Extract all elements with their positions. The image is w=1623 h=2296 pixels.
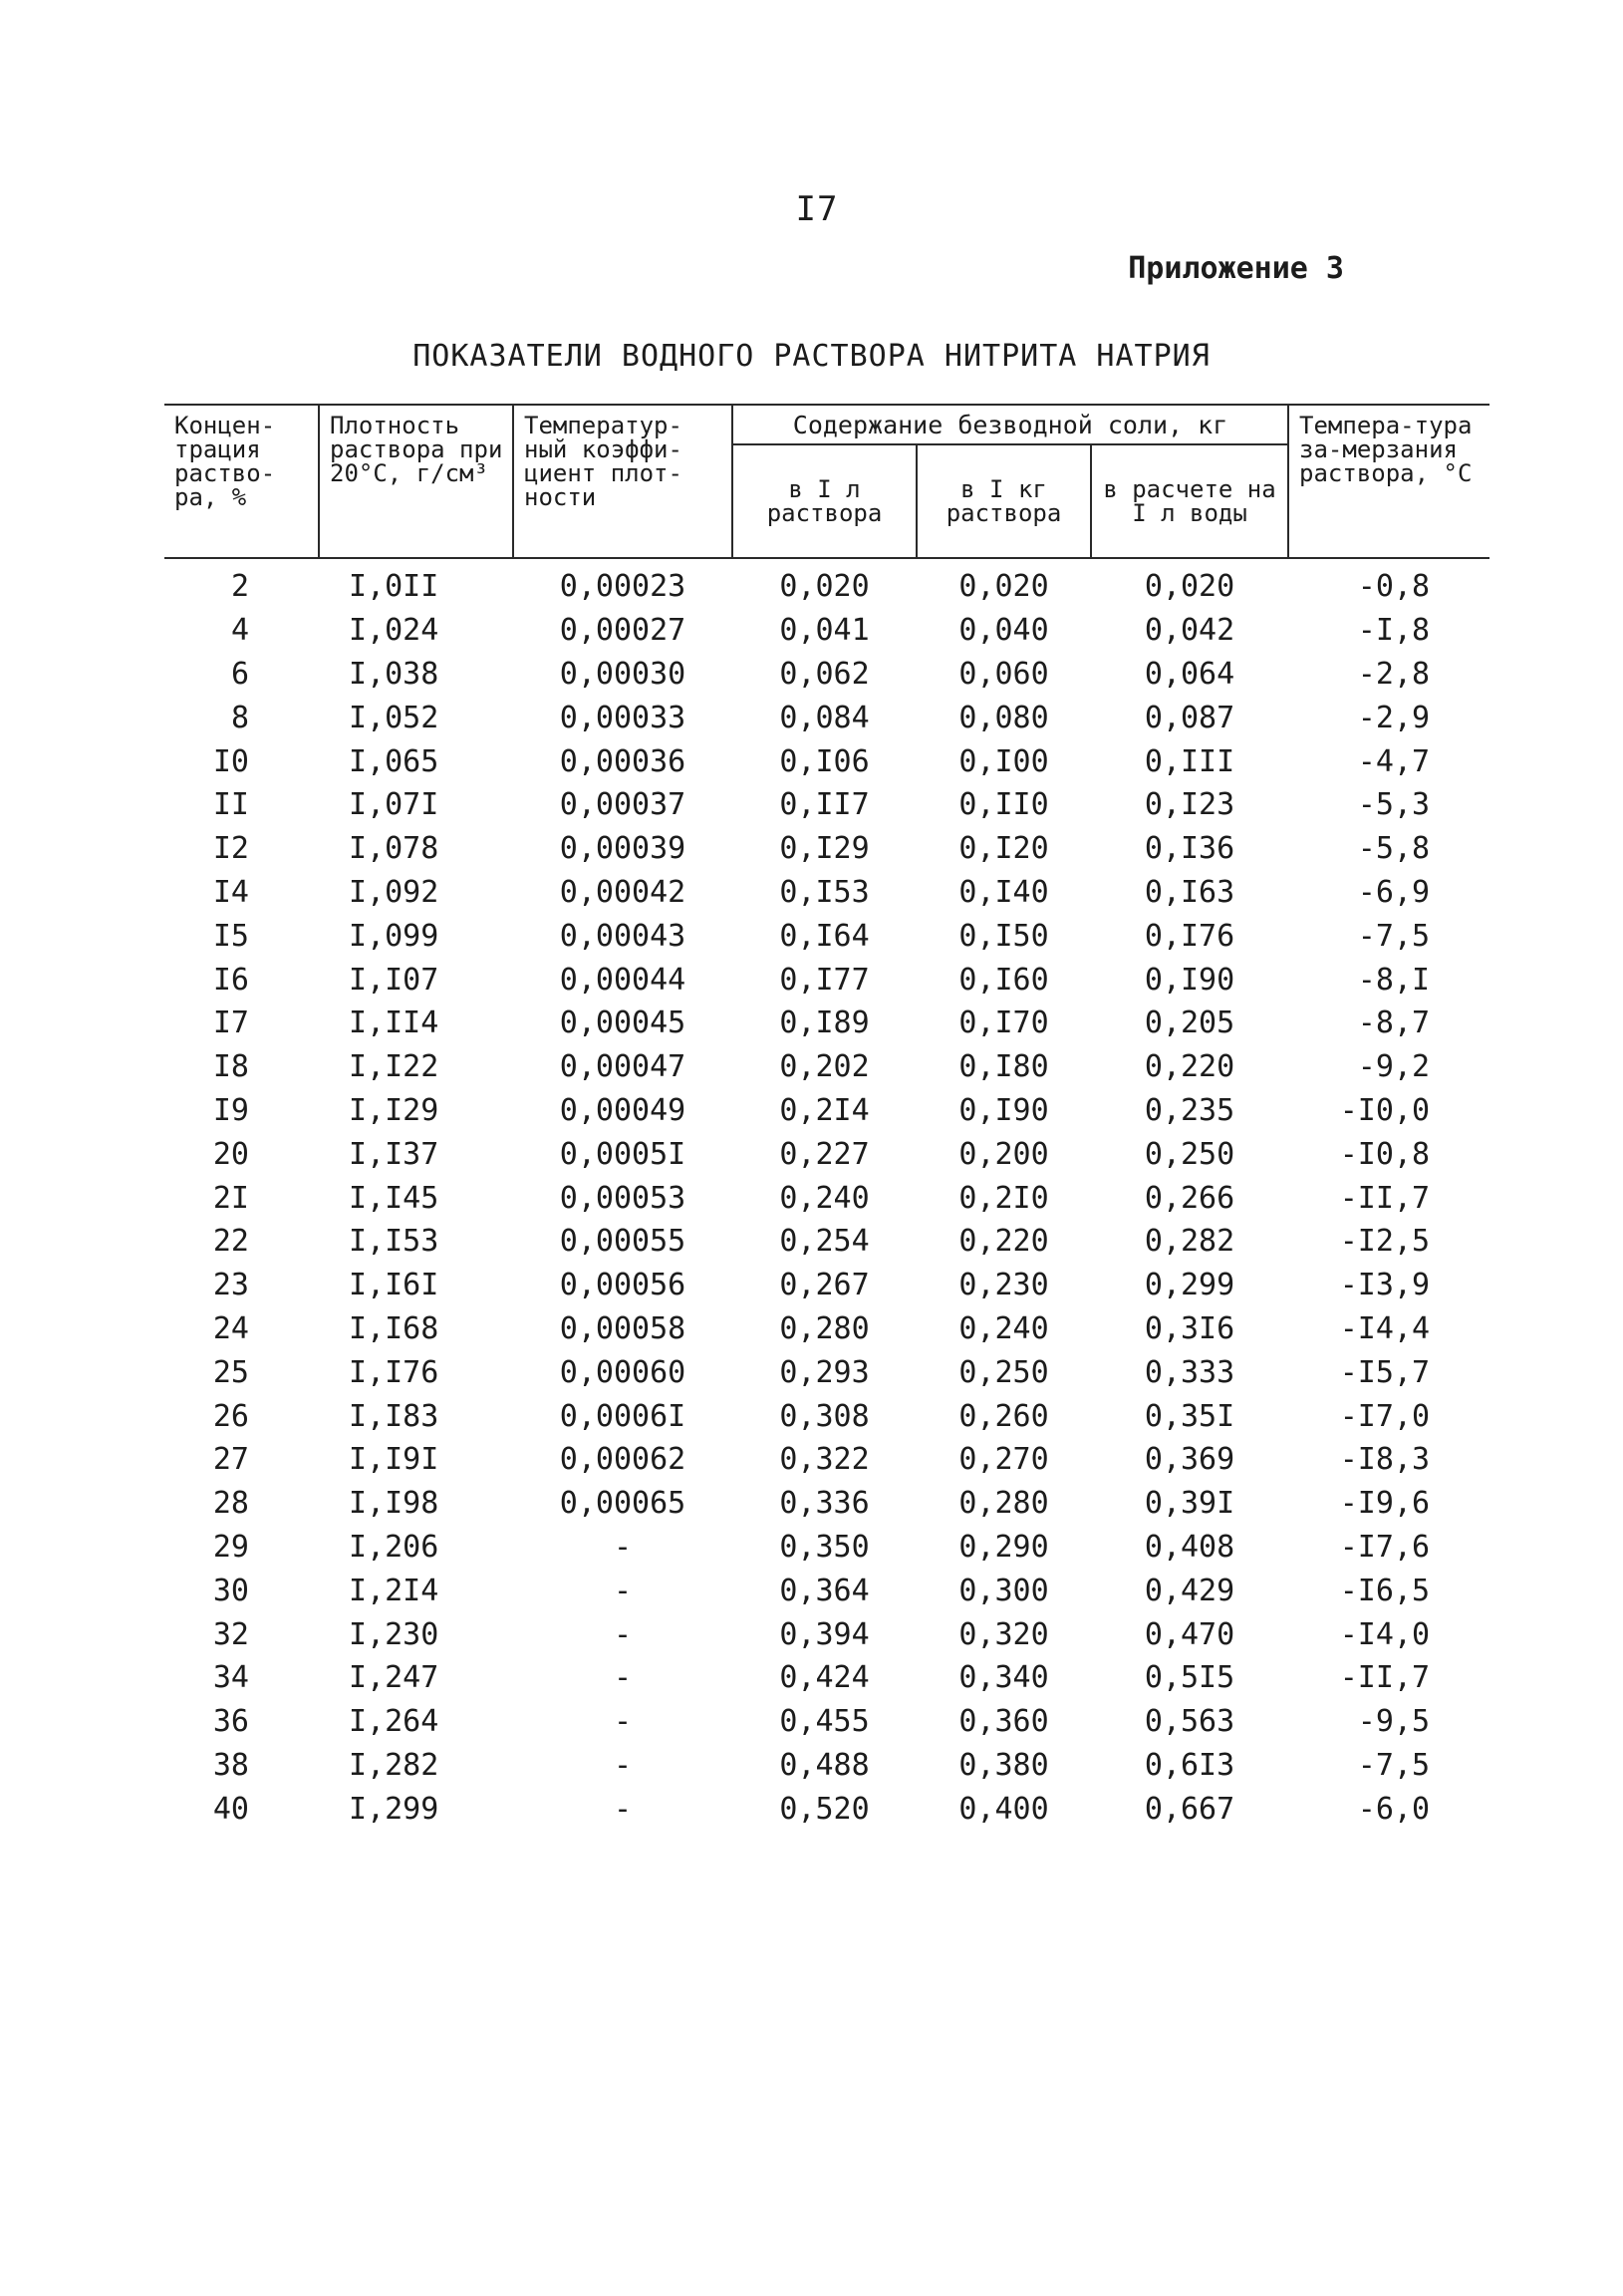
table-row	[164, 914, 1489, 958]
cell-per-litre-water: 0,5I5	[1144, 1660, 1235, 1696]
cell-concentration: 2I	[212, 1180, 249, 1216]
cell-per-kg-solution: 0,I90	[958, 1092, 1049, 1128]
table-row	[164, 1045, 1489, 1089]
cell-temp-coefficient: 0,0005I	[559, 1136, 686, 1172]
table-row	[164, 1394, 1489, 1438]
cell-per-kg-solution: 0,I60	[958, 962, 1049, 998]
cell-concentration: I2	[212, 831, 249, 867]
cell-concentration: 40	[212, 1791, 249, 1827]
table-row	[164, 871, 1489, 915]
cell-freezing-temperature: -2,8	[1357, 656, 1431, 692]
cell-density: I,078	[349, 831, 439, 867]
table-row	[164, 1744, 1489, 1788]
cell-density: I,024	[349, 613, 439, 649]
cell-per-litre-water: 0,266	[1144, 1180, 1235, 1216]
cell-density: I,299	[349, 1791, 439, 1827]
cell-per-litre-water: 0,I76	[1144, 918, 1235, 954]
cell-density: I,07I	[349, 787, 439, 823]
cell-concentration: 28	[212, 1486, 249, 1522]
table-row	[164, 1002, 1489, 1045]
cell-freezing-temperature: -6,0	[1357, 1791, 1431, 1827]
cell-concentration: I9	[212, 1092, 249, 1128]
table-row	[164, 739, 1489, 783]
cell-temp-coefficient: 0,00023	[559, 569, 686, 605]
cell-freezing-temperature: -I7,0	[1339, 1398, 1431, 1434]
cell-density: I,I45	[349, 1180, 439, 1216]
cell-freezing-temperature: -I8,3	[1339, 1442, 1431, 1478]
cell-per-litre-water: 0,I90	[1144, 962, 1235, 998]
cell-concentration: 2	[230, 569, 249, 605]
cell-density: I,I29	[349, 1092, 439, 1128]
cell-per-litre-water: 0,III	[1144, 743, 1235, 779]
table-row	[164, 696, 1489, 739]
table-row	[164, 1438, 1489, 1482]
cell-per-litre-solution: 0,336	[779, 1486, 870, 1522]
cell-temp-coefficient: 0,00060	[559, 1354, 686, 1390]
page-number: I7	[795, 189, 839, 229]
cell-concentration: I5	[212, 918, 249, 954]
cell-temp-coefficient: -	[613, 1573, 633, 1608]
table-body	[164, 558, 1489, 1831]
cell-per-kg-solution: 0,II0	[958, 787, 1049, 823]
table-row	[164, 1526, 1489, 1570]
cell-freezing-temperature: -9,5	[1357, 1704, 1431, 1740]
cell-temp-coefficient: 0,0006I	[559, 1398, 686, 1434]
cell-density: I,I76	[349, 1354, 439, 1390]
cell-per-litre-water: 0,235	[1144, 1092, 1235, 1128]
table-row	[164, 653, 1489, 697]
cell-concentration: 27	[212, 1442, 249, 1478]
cell-concentration: 20	[212, 1136, 249, 1172]
cell-temp-coefficient: 0,00056	[559, 1268, 686, 1303]
cell-concentration: I0	[212, 743, 249, 779]
table-header	[164, 405, 1489, 558]
header-concentration: Концен-трация раство-ра, %	[164, 405, 319, 558]
cell-temp-coefficient: 0,00043	[559, 918, 686, 954]
cell-temp-coefficient: -	[613, 1747, 633, 1783]
cell-freezing-temperature: -I3,9	[1339, 1268, 1431, 1303]
cell-density: I,264	[349, 1704, 439, 1740]
cell-density: I,099	[349, 918, 439, 954]
cell-per-kg-solution: 0,I50	[958, 918, 1049, 954]
cell-temp-coefficient: -	[613, 1529, 633, 1565]
cell-per-litre-water: 0,6I3	[1144, 1747, 1235, 1783]
cell-density: I,I37	[349, 1136, 439, 1172]
cell-per-litre-solution: 0,II7	[779, 787, 870, 823]
cell-per-litre-water: 0,39I	[1144, 1486, 1235, 1522]
cell-per-kg-solution: 0,020	[958, 569, 1049, 605]
cell-freezing-temperature: -I0,8	[1339, 1136, 1431, 1172]
header-freezing-temperature: Темпера-тура за-мерзания раствора, °С	[1288, 405, 1489, 558]
cell-density: I,230	[349, 1616, 439, 1652]
cell-density: I,I98	[349, 1486, 439, 1522]
cell-per-kg-solution: 0,360	[958, 1704, 1049, 1740]
cell-concentration: I8	[212, 1049, 249, 1085]
cell-density: I,092	[349, 874, 439, 910]
table-row	[164, 609, 1489, 653]
cell-per-litre-solution: 0,488	[779, 1747, 870, 1783]
cell-concentration: I7	[212, 1005, 249, 1041]
cell-per-kg-solution: 0,080	[958, 700, 1049, 735]
cell-per-litre-solution: 0,084	[779, 700, 870, 735]
cell-freezing-temperature: -4,7	[1357, 743, 1431, 779]
cell-density: I,0II	[349, 569, 439, 605]
table-row	[164, 1220, 1489, 1264]
cell-density: I,282	[349, 1747, 439, 1783]
cell-temp-coefficient: 0,00047	[559, 1049, 686, 1085]
cell-concentration: 24	[212, 1310, 249, 1346]
cell-concentration: 23	[212, 1268, 249, 1303]
cell-per-litre-solution: 0,254	[779, 1224, 870, 1260]
table-row	[164, 558, 1489, 609]
header-salt-content: Содержание безводной соли, кг	[732, 405, 1288, 444]
cell-per-litre-solution: 0,062	[779, 656, 870, 692]
table-row	[164, 1569, 1489, 1612]
cell-temp-coefficient: 0,00055	[559, 1224, 686, 1260]
cell-per-litre-solution: 0,293	[779, 1354, 870, 1390]
cell-density: I,I6I	[349, 1268, 439, 1303]
cell-per-litre-water: 0,042	[1144, 613, 1235, 649]
cell-density: I,I83	[349, 1398, 439, 1434]
cell-per-kg-solution: 0,2I0	[958, 1180, 1049, 1216]
cell-freezing-temperature: -II,7	[1339, 1180, 1431, 1216]
cell-per-kg-solution: 0,240	[958, 1310, 1049, 1346]
cell-temp-coefficient: -	[613, 1704, 633, 1740]
data-table	[164, 404, 1489, 1831]
cell-temp-coefficient: 0,00065	[559, 1486, 686, 1522]
cell-per-litre-water: 0,333	[1144, 1354, 1235, 1390]
cell-per-litre-solution: 0,267	[779, 1268, 870, 1303]
cell-per-kg-solution: 0,380	[958, 1747, 1049, 1783]
cell-concentration: 26	[212, 1398, 249, 1434]
cell-per-litre-water: 0,3I6	[1144, 1310, 1235, 1346]
table-row	[164, 1700, 1489, 1744]
cell-per-litre-solution: 0,322	[779, 1442, 870, 1478]
header-temp-coefficient: Температур-ный коэффи-циент плот-ности	[513, 405, 732, 558]
cell-concentration: 29	[212, 1529, 249, 1565]
cell-temp-coefficient: 0,00058	[559, 1310, 686, 1346]
cell-freezing-temperature: -I4,0	[1339, 1616, 1431, 1652]
cell-per-litre-solution: 0,I29	[779, 831, 870, 867]
table-row	[164, 783, 1489, 827]
cell-freezing-temperature: -I2,5	[1339, 1224, 1431, 1260]
table-row	[164, 1307, 1489, 1351]
cell-per-litre-water: 0,I63	[1144, 874, 1235, 910]
table-row	[164, 1264, 1489, 1307]
cell-per-litre-solution: 0,202	[779, 1049, 870, 1085]
cell-concentration: I4	[212, 874, 249, 910]
table-row	[164, 1089, 1489, 1133]
cell-freezing-temperature: -I4,4	[1339, 1310, 1431, 1346]
cell-freezing-temperature: -6,9	[1357, 874, 1431, 910]
cell-temp-coefficient: -	[613, 1616, 633, 1652]
table-row	[164, 827, 1489, 871]
cell-freezing-temperature: -9,2	[1357, 1049, 1431, 1085]
cell-density: I,I53	[349, 1224, 439, 1260]
cell-per-litre-solution: 0,240	[779, 1180, 870, 1216]
cell-per-kg-solution: 0,200	[958, 1136, 1049, 1172]
cell-temp-coefficient: 0,00049	[559, 1092, 686, 1128]
cell-per-litre-water: 0,282	[1144, 1224, 1235, 1260]
cell-per-kg-solution: 0,400	[958, 1791, 1049, 1827]
cell-per-litre-solution: 0,041	[779, 613, 870, 649]
cell-density: I,065	[349, 743, 439, 779]
cell-freezing-temperature: -0,8	[1357, 569, 1431, 605]
cell-concentration: II	[212, 787, 249, 823]
cell-per-litre-water: 0,667	[1144, 1791, 1235, 1827]
cell-per-litre-solution: 0,I89	[779, 1005, 870, 1041]
header-per-litre-water: в расчете на I л воды	[1091, 444, 1288, 558]
cell-density: I,038	[349, 656, 439, 692]
cell-temp-coefficient: 0,00033	[559, 700, 686, 735]
cell-per-kg-solution: 0,060	[958, 656, 1049, 692]
cell-per-litre-water: 0,I36	[1144, 831, 1235, 867]
cell-per-kg-solution: 0,220	[958, 1224, 1049, 1260]
cell-per-litre-solution: 0,I53	[779, 874, 870, 910]
table-row	[164, 1656, 1489, 1700]
cell-temp-coefficient: -	[613, 1660, 633, 1696]
cell-per-litre-solution: 0,280	[779, 1310, 870, 1346]
table-row	[164, 1132, 1489, 1176]
cell-freezing-temperature: -II,7	[1339, 1660, 1431, 1696]
cell-density: I,247	[349, 1660, 439, 1696]
cell-per-kg-solution: 0,290	[958, 1529, 1049, 1565]
cell-per-litre-solution: 0,308	[779, 1398, 870, 1434]
cell-per-litre-water: 0,220	[1144, 1049, 1235, 1085]
cell-concentration: 34	[212, 1660, 249, 1696]
cell-per-litre-water: 0,I23	[1144, 787, 1235, 823]
cell-per-litre-water: 0,064	[1144, 656, 1235, 692]
table-row	[164, 1176, 1489, 1220]
cell-freezing-temperature: -7,5	[1357, 1747, 1431, 1783]
cell-per-litre-solution: 0,455	[779, 1704, 870, 1740]
cell-per-kg-solution: 0,I70	[958, 1005, 1049, 1041]
cell-concentration: 30	[212, 1573, 249, 1608]
cell-per-litre-solution: 0,227	[779, 1136, 870, 1172]
cell-per-litre-water: 0,250	[1144, 1136, 1235, 1172]
cell-temp-coefficient: 0,00039	[559, 831, 686, 867]
cell-per-kg-solution: 0,260	[958, 1398, 1049, 1434]
cell-concentration: 25	[212, 1354, 249, 1390]
cell-concentration: 32	[212, 1616, 249, 1652]
cell-per-litre-water: 0,408	[1144, 1529, 1235, 1565]
cell-per-kg-solution: 0,I00	[958, 743, 1049, 779]
appendix-label: Приложение 3	[1128, 251, 1344, 286]
document-title: ПОКАЗАТЕЛИ ВОДНОГО РАСТВОРА НИТРИТА НАТРИЯ	[412, 339, 1211, 374]
cell-temp-coefficient: 0,00044	[559, 962, 686, 998]
table-row	[164, 1482, 1489, 1526]
cell-density: I,206	[349, 1529, 439, 1565]
cell-temp-coefficient: -	[613, 1791, 633, 1827]
cell-per-kg-solution: 0,280	[958, 1486, 1049, 1522]
cell-concentration: 36	[212, 1704, 249, 1740]
cell-freezing-temperature: -7,5	[1357, 918, 1431, 954]
cell-per-kg-solution: 0,250	[958, 1354, 1049, 1390]
cell-per-kg-solution: 0,300	[958, 1573, 1049, 1608]
cell-concentration: 6	[230, 656, 249, 692]
cell-freezing-temperature: -2,9	[1357, 700, 1431, 735]
cell-concentration: 38	[212, 1747, 249, 1783]
cell-freezing-temperature: -I6,5	[1339, 1573, 1431, 1608]
cell-per-litre-solution: 0,2I4	[779, 1092, 870, 1128]
cell-per-litre-water: 0,429	[1144, 1573, 1235, 1608]
cell-temp-coefficient: 0,00062	[559, 1442, 686, 1478]
cell-per-litre-water: 0,35I	[1144, 1398, 1235, 1434]
cell-per-kg-solution: 0,I80	[958, 1049, 1049, 1085]
cell-per-litre-solution: 0,I77	[779, 962, 870, 998]
cell-per-kg-solution: 0,340	[958, 1660, 1049, 1696]
header-per-kg-solution: в I кг раствора	[917, 444, 1091, 558]
cell-density: I,II4	[349, 1005, 439, 1041]
cell-freezing-temperature: -5,3	[1357, 787, 1431, 823]
cell-per-litre-water: 0,299	[1144, 1268, 1235, 1303]
cell-per-litre-solution: 0,364	[779, 1573, 870, 1608]
cell-density: I,052	[349, 700, 439, 735]
cell-per-litre-solution: 0,394	[779, 1616, 870, 1652]
cell-density: I,2I4	[349, 1573, 439, 1608]
cell-per-litre-solution: 0,520	[779, 1791, 870, 1827]
cell-density: I,I68	[349, 1310, 439, 1346]
cell-per-litre-water: 0,369	[1144, 1442, 1235, 1478]
cell-temp-coefficient: 0,00053	[559, 1180, 686, 1216]
cell-concentration: 8	[230, 700, 249, 735]
cell-density: I,I9I	[349, 1442, 439, 1478]
table-row	[164, 1350, 1489, 1394]
cell-freezing-temperature: -8,7	[1357, 1005, 1431, 1041]
cell-freezing-temperature: -5,8	[1357, 831, 1431, 867]
cell-temp-coefficient: 0,00036	[559, 743, 686, 779]
table-row	[164, 1787, 1489, 1831]
table-row	[164, 1612, 1489, 1656]
cell-per-litre-water: 0,205	[1144, 1005, 1235, 1041]
cell-per-kg-solution: 0,230	[958, 1268, 1049, 1303]
cell-freezing-temperature: -I,8	[1357, 613, 1431, 649]
header-density: Плотность раствора при 20°С, г/см³	[319, 405, 513, 558]
cell-freezing-temperature: -I5,7	[1339, 1354, 1431, 1390]
cell-density: I,I22	[349, 1049, 439, 1085]
cell-concentration: 4	[230, 613, 249, 649]
cell-per-litre-water: 0,087	[1144, 700, 1235, 735]
cell-temp-coefficient: 0,00042	[559, 874, 686, 910]
cell-concentration: 22	[212, 1224, 249, 1260]
cell-per-litre-water: 0,470	[1144, 1616, 1235, 1652]
cell-per-litre-water: 0,020	[1144, 569, 1235, 605]
cell-per-litre-water: 0,563	[1144, 1704, 1235, 1740]
cell-per-litre-solution: 0,I64	[779, 918, 870, 954]
cell-per-litre-solution: 0,020	[779, 569, 870, 605]
cell-freezing-temperature: -I9,6	[1339, 1486, 1431, 1522]
cell-per-litre-solution: 0,350	[779, 1529, 870, 1565]
table-row	[164, 958, 1489, 1002]
cell-concentration: I6	[212, 962, 249, 998]
cell-density: I,I07	[349, 962, 439, 998]
cell-freezing-temperature: -I7,6	[1339, 1529, 1431, 1565]
cell-temp-coefficient: 0,00037	[559, 787, 686, 823]
cell-per-litre-solution: 0,424	[779, 1660, 870, 1696]
cell-freezing-temperature: -I0,0	[1339, 1092, 1431, 1128]
cell-per-kg-solution: 0,320	[958, 1616, 1049, 1652]
cell-per-kg-solution: 0,I40	[958, 874, 1049, 910]
cell-per-kg-solution: 0,040	[958, 613, 1049, 649]
cell-temp-coefficient: 0,00030	[559, 656, 686, 692]
cell-temp-coefficient: 0,00027	[559, 613, 686, 649]
cell-per-kg-solution: 0,I20	[958, 831, 1049, 867]
cell-per-kg-solution: 0,270	[958, 1442, 1049, 1478]
header-per-litre-solution: в I л раствора	[732, 444, 917, 558]
cell-per-litre-solution: 0,I06	[779, 743, 870, 779]
cell-temp-coefficient: 0,00045	[559, 1005, 686, 1041]
cell-freezing-temperature: -8,I	[1357, 962, 1431, 998]
